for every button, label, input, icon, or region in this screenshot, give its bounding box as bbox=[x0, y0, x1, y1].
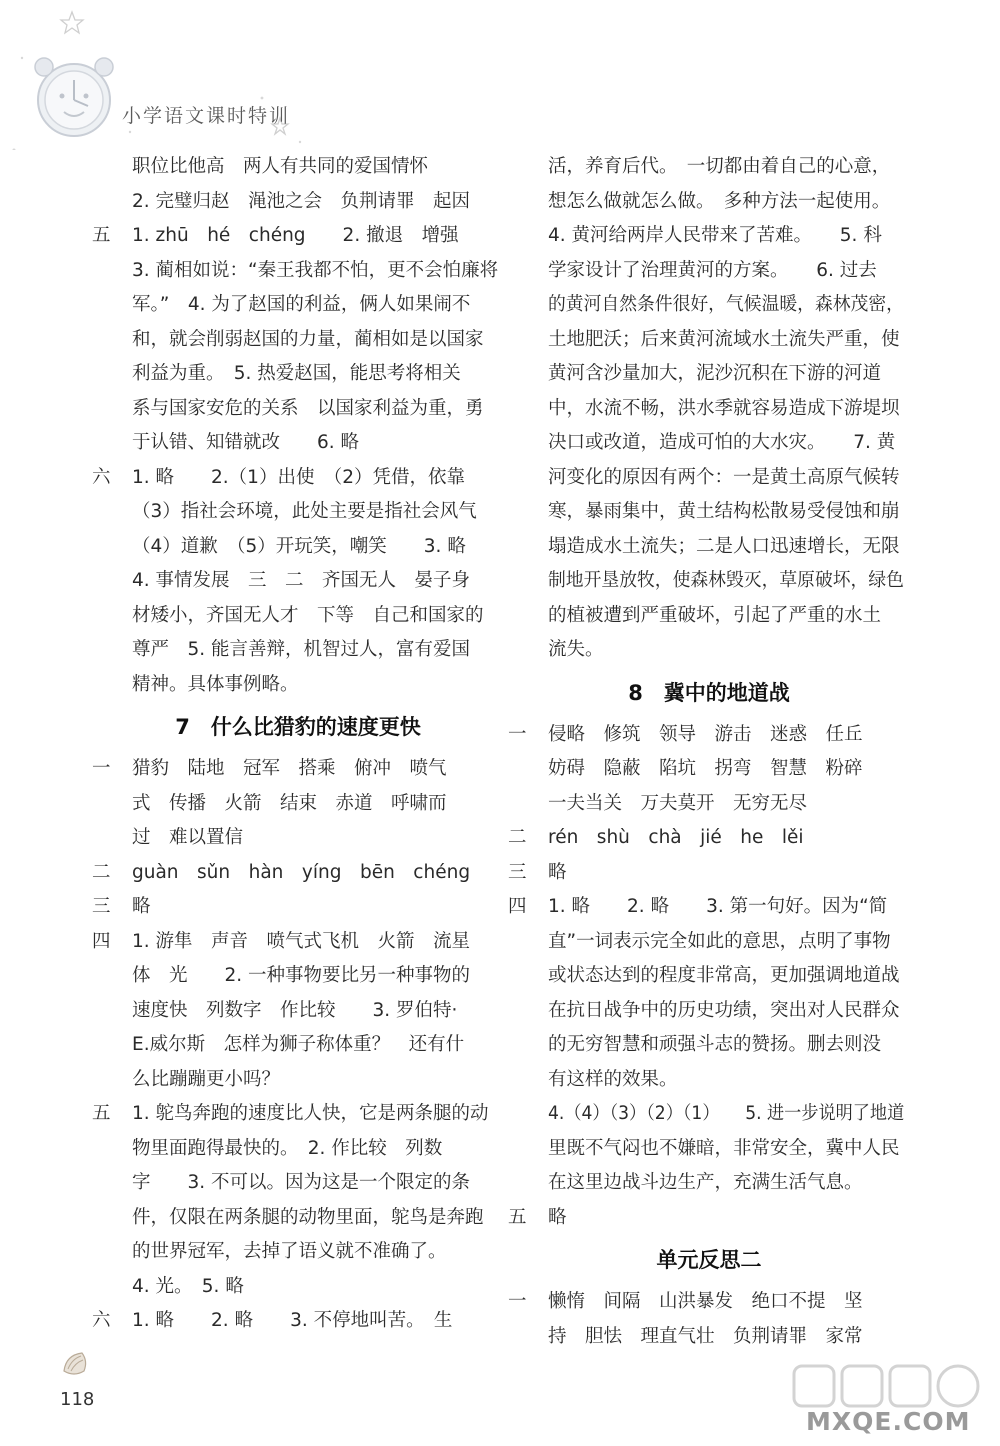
answer-line bbox=[514, 752, 904, 787]
answer-text: 的黄河自然条件很好，气候温暖，森林茂密， bbox=[548, 294, 904, 315]
section-marker: 五 bbox=[92, 225, 111, 246]
answer-line bbox=[514, 633, 904, 668]
answer-text: 猎豹 陆地 冠军 搭乘 俯冲 喷气 bbox=[132, 758, 447, 779]
answer-line bbox=[98, 821, 498, 856]
answer-line bbox=[92, 856, 498, 891]
answer-line bbox=[98, 1201, 498, 1236]
section-marker: 二 bbox=[508, 827, 527, 848]
answer-line bbox=[98, 392, 498, 427]
section-marker: 六 bbox=[92, 1310, 111, 1331]
section-marker: 一 bbox=[508, 723, 527, 745]
answer-text: 1. 鸵鸟奔跑的速度比人快，它是两条腿的动 bbox=[132, 1103, 489, 1124]
answer-line bbox=[508, 890, 904, 925]
answer-text: 里既不气闷也不嫌暗，非常安全，冀中人民 bbox=[548, 1137, 900, 1159]
answer-text: （4）道歉 （5）开玩笑，嘲笑 3. 略 bbox=[132, 535, 466, 557]
answer-line bbox=[514, 1063, 904, 1098]
answer-line bbox=[98, 495, 498, 530]
answer-line bbox=[98, 668, 498, 703]
answer-text: 妨碍 隐蔽 陷坑 拐弯 智慧 粉碎 bbox=[548, 758, 863, 779]
section-marker: 一 bbox=[92, 758, 111, 779]
answer-line bbox=[98, 1132, 498, 1167]
answer-line bbox=[98, 1235, 498, 1270]
answer-text: 军。” 4. 为了赵国的利益，俩人如果闹不 bbox=[132, 294, 471, 315]
answer-text: 1. 略 2. 略 3. 第一句好。因为“简 bbox=[548, 896, 888, 917]
answer-text: 黄河含沙量加大，泥沙沉积在下游的河道 bbox=[548, 363, 882, 384]
answer-line bbox=[514, 994, 904, 1029]
answer-text: 尊严 5. 能言善辩，机智过人，富有爱国 bbox=[132, 639, 471, 660]
answer-text: 4.（4）（3）（2）（1） 5. 进一步说明了地道 bbox=[548, 1103, 905, 1124]
answer-line bbox=[514, 288, 904, 323]
answer-text: rén shù chà jié he lěi bbox=[548, 827, 804, 848]
answer-line bbox=[514, 1028, 904, 1063]
answer-text: 1. 游隼 声音 喷气式飞机 火箭 流星 bbox=[132, 930, 471, 952]
section-heading: 8 冀中的地道战 bbox=[628, 680, 790, 705]
answer-column-left bbox=[92, 150, 499, 1339]
answer-text: 精神。具体事例略。 bbox=[132, 673, 299, 695]
answer-line bbox=[514, 426, 904, 461]
answer-line bbox=[98, 323, 498, 358]
answer-line bbox=[514, 787, 904, 822]
answer-text: 职位比他高 两人有共同的爱国情怀 bbox=[132, 156, 429, 177]
answer-text: 略 bbox=[548, 861, 567, 883]
answer-line bbox=[508, 856, 904, 891]
section-heading: 单元反思二 bbox=[656, 1248, 762, 1272]
answer-text: 利益为重。 5. 热爱赵国，能思考将相关 bbox=[132, 363, 461, 384]
answer-line bbox=[98, 288, 498, 323]
answer-line bbox=[508, 1285, 904, 1320]
answer-line bbox=[98, 1166, 498, 1201]
section-heading: 7 什么比猎豹的速度更快 bbox=[175, 715, 421, 739]
answer-line bbox=[98, 357, 498, 392]
shell-icon bbox=[60, 1349, 90, 1379]
answer-text: 的世界冠军，去掉了语义就不准确了。 bbox=[132, 1241, 447, 1262]
answer-line bbox=[92, 1097, 498, 1132]
answer-line bbox=[98, 599, 498, 634]
answer-line bbox=[98, 254, 498, 289]
answer-text: 物里面跑得最快的。 2. 作比较 列数 bbox=[132, 1137, 443, 1159]
answer-text: 于认错、知错就改 6. 略 bbox=[132, 432, 360, 453]
answer-text: 2. 完璧归赵 渑池之会 负荆请罪 起因 bbox=[132, 190, 471, 212]
answer-line bbox=[98, 1028, 498, 1063]
answer-text: 4. 黄河给两岸人民带来了苦难。 5. 科 bbox=[548, 225, 882, 246]
answer-line bbox=[92, 461, 498, 496]
answer-text: 的植被遭到严重破坏，引起了严重的水土 bbox=[548, 604, 882, 626]
answer-line bbox=[514, 564, 904, 599]
answer-line bbox=[98, 787, 498, 822]
section-marker: 一 bbox=[508, 1291, 527, 1312]
answer-line bbox=[98, 564, 498, 599]
answer-line bbox=[514, 254, 904, 289]
answer-line bbox=[514, 219, 904, 254]
answer-text: 过 难以置信 bbox=[132, 827, 244, 848]
answer-line bbox=[508, 821, 904, 856]
answer-line bbox=[98, 994, 498, 1029]
answer-text: 懒惰 间隔 山洪暴发 绝口不提 坚 bbox=[548, 1291, 863, 1312]
answer-line bbox=[514, 530, 904, 565]
answer-text: 制地开垦放牧，使森林毁灭，草原破坏，绿色 bbox=[548, 570, 904, 591]
answer-line bbox=[514, 185, 904, 220]
answer-text: 体 光 2. 一种事物要比另一种事物的 bbox=[132, 965, 471, 986]
answer-line bbox=[514, 323, 904, 358]
watermark-logo bbox=[792, 1362, 992, 1410]
answer-line bbox=[508, 1201, 904, 1236]
answer-line bbox=[514, 1132, 904, 1167]
section-marker: 三 bbox=[92, 896, 111, 917]
alarm-clock-icon bbox=[35, 58, 113, 136]
answer-text: E.威尔斯 怎样为狮子称体重？ 还有什 bbox=[132, 1034, 465, 1055]
answer-line bbox=[514, 959, 904, 994]
answer-line bbox=[514, 1097, 904, 1132]
answer-text: 一夫当关 万夫莫开 无穷无尽 bbox=[548, 792, 808, 814]
book-title: 小学语文课时特训 bbox=[122, 105, 291, 127]
page-number: 118 bbox=[60, 1389, 95, 1410]
answer-text: 4. 光。 5. 略 bbox=[132, 1275, 244, 1297]
answer-text: 式 传播 火箭 结束 赤道 呼啸而 bbox=[132, 792, 447, 814]
answer-text: 学家设计了治理黄河的方案。 6. 过去 bbox=[548, 259, 877, 281]
answer-line bbox=[92, 752, 498, 787]
answer-text: 活，养育后代。 一切都由着自己的心意， bbox=[548, 156, 891, 177]
answer-text: 决口或改道，造成可怕的大水灾。 7. 黄 bbox=[548, 432, 896, 453]
answer-text: 或状态达到的程度非常高，更加强调地道战 bbox=[548, 965, 900, 986]
answer-text: 土地肥沃；后来黄河流域水土流失严重，使 bbox=[548, 328, 900, 350]
answer-line bbox=[514, 150, 904, 185]
answer-line bbox=[98, 530, 498, 565]
answer-text: 么比蹦蹦更小吗？ bbox=[132, 1068, 281, 1090]
answer-text: 河变化的原因有两个：一是黄土高原气候转 bbox=[548, 466, 900, 488]
answer-text: 材矮小，齐国无人才 下等 自己和国家的 bbox=[132, 604, 484, 626]
answer-text: 1. 略 2. 略 3. 不停地叫苦。 生 bbox=[132, 1310, 453, 1331]
answer-text: 1. zhū hé chéng 2. 撤退 增强 bbox=[132, 225, 459, 246]
answer-line bbox=[98, 426, 498, 461]
answer-text: 直”一词表示完全如此的意思，点明了事物 bbox=[548, 930, 891, 952]
answer-text: 系与国家安危的关系 以国家利益为重，勇 bbox=[132, 397, 484, 419]
answer-line bbox=[98, 1063, 498, 1098]
answer-line bbox=[514, 357, 904, 392]
answer-text: 3. 蔺相如说：“秦王我都不怕，更不会怕廉将 bbox=[132, 259, 499, 281]
answer-line bbox=[514, 461, 904, 496]
answer-column-right bbox=[508, 150, 905, 1354]
answer-line bbox=[98, 185, 498, 220]
answer-line bbox=[98, 1270, 498, 1305]
answer-text: 在抗日战争中的历史功绩，突出对人民群众 bbox=[548, 999, 900, 1021]
answer-text: 1. 略 2.（1）出使 （2）凭借，依靠 bbox=[132, 466, 465, 488]
answer-text: 4. 事情发展 三 二 齐国无人 晏子身 bbox=[132, 570, 471, 591]
answer-text: 略 bbox=[548, 1206, 567, 1228]
answer-text: 持 胆怯 理直气壮 负荆请罪 家常 bbox=[548, 1325, 863, 1347]
answer-text: 的无穷智慧和顽强斗志的赞扬。删去则没 bbox=[548, 1034, 882, 1055]
answer-text: 寒，暴雨集中，黄土结构松散易受侵蚀和崩 bbox=[548, 501, 900, 522]
answer-line bbox=[92, 219, 498, 254]
watermark-url: MXQE.COM bbox=[806, 1407, 971, 1436]
answer-text: 件，仅限在两条腿的动物里面，鸵鸟是奔跑 bbox=[132, 1206, 484, 1228]
answer-line bbox=[98, 633, 498, 668]
answer-line bbox=[514, 1166, 904, 1201]
answer-text: 和，就会削弱赵国的力量，蔺相如是以国家 bbox=[132, 328, 484, 350]
answer-line bbox=[514, 1320, 904, 1355]
answer-line bbox=[98, 959, 498, 994]
section-marker: 五 bbox=[92, 1103, 111, 1124]
answer-line bbox=[92, 890, 498, 925]
answer-line bbox=[98, 150, 498, 185]
answer-text: 有这样的效果。 bbox=[548, 1068, 678, 1090]
answer-line bbox=[514, 392, 904, 427]
answer-text: 在这里边战斗边生产，充满生活气息。 bbox=[548, 1172, 863, 1193]
answer-text: 想怎么做就怎么做。 多种方法一起使用。 bbox=[548, 190, 891, 212]
section-marker: 三 bbox=[508, 861, 527, 883]
answer-text: guàn sǔn hàn yíng bēn chéng bbox=[132, 861, 471, 883]
answer-line bbox=[514, 925, 904, 960]
answer-text: 流失。 bbox=[548, 639, 604, 660]
answer-line bbox=[508, 718, 904, 753]
answer-text: 中，水流不畅，洪水季就容易造成下游堤坝 bbox=[548, 397, 900, 419]
answer-text: 速度快 列数字 作比较 3. 罗伯特· bbox=[132, 999, 458, 1021]
section-marker: 四 bbox=[92, 930, 111, 952]
section-marker: 四 bbox=[508, 896, 527, 917]
answer-line bbox=[514, 495, 904, 530]
section-marker: 六 bbox=[92, 466, 111, 488]
answer-text: 字 3. 不可以。因为这是一个限定的条 bbox=[132, 1172, 471, 1193]
section-marker: 二 bbox=[92, 861, 111, 883]
answer-text: 侵略 修筑 领导 游击 迷惑 任丘 bbox=[548, 723, 863, 745]
answer-text: 略 bbox=[132, 896, 151, 917]
answer-text: （3）指社会环境，此处主要是指社会风气 bbox=[132, 501, 477, 522]
section-marker: 五 bbox=[508, 1206, 527, 1228]
answer-line bbox=[92, 925, 498, 960]
answer-text: 塌造成水土流失；二是人口迅速增长，无限 bbox=[548, 535, 900, 557]
answer-line bbox=[514, 599, 904, 634]
answer-line bbox=[92, 1304, 498, 1339]
